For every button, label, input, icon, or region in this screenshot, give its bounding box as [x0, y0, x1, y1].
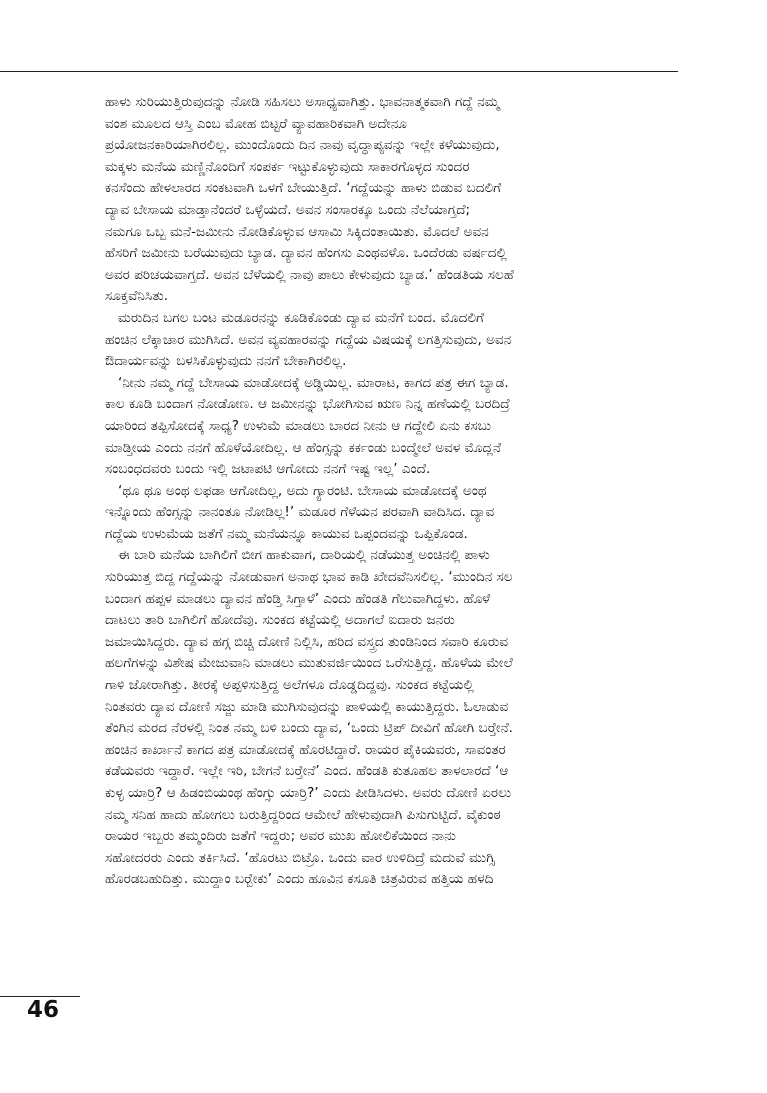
text-line: ವಂಶ ಮೂಲದ ಆಸ್ತಿ ಎಂಬ ಮೋಹ ಬಿಟ್ಟರೆ ವ್ಯಾವಹಾರಿಕವಾಗಿ ಅದೇನೂ	[105, 115, 407, 132]
text-line: ರಾಯರ ಇಬ್ಬರು ತಮ್ಮಂದಿರು ಜತೆಗೆ ಇದ್ದರು; ಅವರ ಮುಖ ಹೋಲಿಕೆಯಿಂದ ನಾನು	[105, 828, 456, 845]
text-line: ಕುಳ್ಳ ಯಾರ್‍ರಿ? ಆ ಹಿಡಂಬಿಯಂಥ ಹೆಂಗ್ಸು ಯಾರ್‍ರಿ?’ ಎಂದು ಪೀಡಿಸಿದಳು. ಅವರು ದೋಣಿ ಏರಲು	[105, 785, 512, 801]
text-line: ನಮಗೂ ಒಬ್ಬ ಮನೆ-ಜಮೀನು ನೋಡಿಕೊಳ್ಳುವ ಆಸಾಮಿ ಸಿಕ್ಕಿದಂತಾಯಿತು. ಮೊದಲೆ ಅವನ	[105, 223, 489, 240]
text-line: ಮರುದಿನ ಬಗಲ ಬಂಟ ಮಡೂರನನ್ನು ಕೂಡಿಕೊಂಡು ದ್ಯಾವ ಮನೆಗೆ ಬಂದ. ಮೊದಲಿಗೆ	[118, 309, 484, 326]
text-line: ಹೆಸರಿಗೆ ಜಮೀನು ಬರೆಯುವುದು ಬ್ಯಾಡ. ದ್ಯಾವನ ಹೆಂಗಸು ಎಂಥವಳೊ. ಒಂದೆರಡು ವರ್ಷದಲ್ಲಿ	[105, 245, 507, 262]
text-line: ಬಂದಾಗ ಹಪ್ಪಳ ಮಾಡಲು ದ್ಯಾವನ ಹೆಂಡ್ತಿ ಸಿಗ್ತಾಳೆ’ ಎಂದು ಹೆಂಡತಿ ಗೆಲುವಾಗಿದ್ದಳು. ಹೊಳೆ	[105, 590, 491, 607]
text-line: ‘ಥೂ ಥೂ ಅಂಥ ಲಫಡಾ ಆಗೋದಿಲ್ಲ, ಅದು ಗ್ಯಾರಂಟಿ. ಬೇಸಾಯ ಮಾಡೋದಕ್ಕೆ ಅಂಥ	[118, 482, 487, 499]
text-line: ಪ್ರಯೋಜನಕಾರಿಯಾಗಿರಲಿಲ್ಲ. ಮುಂದೊಂದು ದಿನ ನಾವು ವೃದ್ಧಾಪ್ಯವನ್ನು ಇಲ್ಲೇ ಕಳೆಯುವುದು,	[105, 137, 500, 154]
text-line: ನಿಂತವರು ದ್ಯಾವ ದೋಣಿ ಸಜ್ಜು ಮಾಡಿ ಮುಗಿಸುವುದನ್ನು ಪಾಳಿಯಲ್ಲಿ ಕಾಯುತ್ತಿದ್ದರು. ಓಲಾಡುವ	[105, 698, 509, 715]
text-line: ಅವರ ಪರಿಚಯವಾಗ್ತದೆ. ಅವನ ಬೆಳೆಯಲ್ಲಿ ನಾವು ಪಾಲು ಕೇಳುವುದು ಬ್ಯಾಡ.’ ಹೆಂಡತಿಯ ಸಲಹೆ	[105, 266, 514, 283]
body-text	[105, 92, 673, 891]
text-line: ಕಾಲ ಕೂಡಿ ಬಂದಾಗ ನೋಡೋಣ. ಆ ಜಮೀನನ್ನು ಭೋಗಿಸುವ ಋಣ ನಿನ್ನ ಹಣೆಯಲ್ಲಿ ಬರದಿದ್ರೆ	[105, 396, 511, 413]
text-line: ‘ನೀನು ನಮ್ಮ ಗದ್ದೆ ಬೇಸಾಯ ಮಾಡೋದಕ್ಕೆ ಅಡ್ಡಿಯಿಲ್ಲ. ಮಾರಾಟ, ಕಾಗದ ಪತ್ರ ಈಗ ಬ್ಯಾಡ.	[118, 374, 509, 391]
text-line: ಮಾಡ್ತೀಯ ಎಂದು ನನಗೆ ಹೊಳೆಯೋದಿಲ್ಲ. ಆ ಹೆಂಗ್ಸನ್ನು ಕರ್ಕಂಡು ಬಂದ್ಮೇಲೆ ಅವಳ ಮೊದ್ಲನೆ	[105, 439, 502, 456]
text-line: ಸೂಕ್ತವೆನಿಸಿತು.	[105, 288, 169, 305]
page-number: 46	[27, 997, 60, 1023]
top-rule	[0, 71, 678, 72]
text-line: ದಾಟಲು ತಾರಿ ಬಾಗಿಲಿಗೆ ಹೋದೆವು. ಸುಂಕದ ಕಟ್ಟೆಯಲ್ಲಿ ಅದಾಗಲೆ ಐದಾರು ಜನರು	[105, 612, 455, 629]
text-line: ಯಾರಿಂದ ತಪ್ಪಿಸೋದಕ್ಕೆ ಸಾಧ್ಯ? ಉಳುಮೆ ಮಾಡಲು ಬಾರದ ನೀನು ಆ ಗದ್ದೇಲಿ ಏನು ಕಸಬು	[105, 417, 492, 434]
text-line: ನಮ್ಮ ಸನಿಹ ಹಾದು ಹೋಗಲು ಬರುತ್ತಿದ್ದರಿಂದ ಆಮೇಲೆ ಹೇಳುವುದಾಗಿ ಪಿಸುಗುಟ್ಟಿದೆ. ವೈಕುಂಠ	[105, 806, 501, 823]
text-line: ಹಂಚಿನ ಲೆಕ್ಕಾಚಾರ ಮುಗಿಸಿದೆ. ಅವನ ವ್ಯವಹಾರವನ್ನು ಗದ್ದೆಯ ವಿಷಯಕ್ಕೆ ಲಗತ್ತಿಸುವುದು, ಅವನ	[105, 331, 512, 348]
text-line: ತೆಂಗಿನ ಮರದ ನೆರಳಲ್ಲಿ ನಿಂತ ನಮ್ಮ ಬಳಿ ಬಂದು ದ್ಯಾವ, ‘ಒಂದು ಟ್ರಿಪ್ ದೀವಿಗೆ ಹೋಗಿ ಬರ್‍ತೇನೆ.	[105, 720, 513, 737]
text-line: ಹಂಚಿನ ಕಾರ್ಖಾನೆ ಕಾಗದ ಪತ್ರ ಮಾಡೋದಕ್ಕೆ ಹೊರಟಿದ್ದಾರೆ. ರಾಯರ ಪೈಕಿಯವರು, ಸಾವಂತರ	[105, 741, 506, 758]
text-line: ಕನಸೆಂದು ಹೇಳಲಾರದ ಸಂಕಟವಾಗಿ ಒಳಗೆ ಬೇಯುತ್ತಿದೆ. ‘ಗದ್ದೆಯನ್ನು ಹಾಳು ಬಿಡುವ ಬದಲಿಗೆ	[105, 180, 502, 197]
text-line: ಇನ್ನೊಂದು ಹೆಂಗ್ಸನ್ನು ನಾನಂತೂ ನೋಡಿಲ್ಲ!’ ಮಡೂರ ಗೆಳೆಯನ ಪರವಾಗಿ ವಾದಿಸಿದ. ದ್ಯಾವ	[105, 504, 495, 521]
text-line: ದ್ಯಾವ ಬೇಸಾಯ ಮಾಡ್ತಾನೆಂದರೆ ಒಳ್ಳೆಯದೆ. ಅವನ ಸಂಸಾರಕ್ಕೂ ಒಂದು ನೆಲೆಯಾಗ್ತದೆ;	[105, 201, 471, 218]
text-line: ಹಲಗೆಗಳನ್ನು ವಿಶೇಷ ಮೇಜುವಾನಿ ಮಾಡಲು ಮುತುವರ್ಜಿಯಿಂದ ಒರೆಸುತ್ತಿದ್ದ. ಹೊಳೆಯ ಮೇಲೆ	[105, 655, 513, 672]
text-line: ಹಾಳು ಸುರಿಯುತ್ತಿರುವುದನ್ನು ನೋಡಿ ಸಹಿಸಲು ಅಸಾಧ್ಯವಾಗಿತ್ತು. ಭಾವನಾತ್ಮಕವಾಗಿ ಗದ್ದೆ ನಮ್ಮ	[105, 94, 500, 110]
text-line: ಮಕ್ಕಳು ಮನೆಯ ಮಣ್ಣಿನೊಂದಿಗೆ ಸಂಪರ್ಕ ಇಟ್ಟುಕೊಳ್ಳುವುದು ಸಾಕಾರಗೊಳ್ಳದ ಸುಂದರ	[105, 158, 470, 175]
text-line: ಗದ್ದೆಯ ಉಳುಮೆಯ ಜತೆಗೆ ನಮ್ಮ ಮನೆಯನ್ನೂ ಕಾಯುವ ಒಪ್ಪಂದವನ್ನು ಒಪ್ಪಿಕೊಂಡ.	[105, 525, 468, 542]
text-line: ಕಡೆಯವರು ಇದ್ದಾರೆ. ಇಲ್ಲೇ ಇರಿ, ಬೇಗನೆ ಬರ್‍ತೇನೆ’ ಎಂದ. ಹೆಂಡತಿ ಕುತೂಹಲ ತಾಳಲಾರದೆ ‘ಆ	[105, 763, 509, 780]
text-line: ಜಮಾಯಿಸಿದ್ದರು. ದ್ಯಾವ ಹಗ್ಗ ಬಿಚ್ಚಿ ದೋಣಿ ನಿಲ್ಲಿಸಿ, ಹರಿದ ವಸ್ತ್ರದ ತುಂಡಿನಿಂದ ಸವಾರಿ ಕೂರುವ	[105, 633, 509, 650]
text-line: ಔದಾರ್ಯವನ್ನು ಬಳಸಿಕೊಳ್ಳುವುದು ನನಗೆ ಬೇಕಾಗಿರಲಿಲ್ಲ.	[105, 353, 347, 370]
text-line: ಹೊರಡಬಹುದಿತ್ತು. ಮುದ್ದಾಂ ಬರ್‍ಬೇಕು’ ಎಂದು ಹೂವಿನ ಕಸೂತಿ ಚಿತ್ರವಿರುವ ಹತ್ತಿಯ ಹಳದಿ	[105, 871, 494, 888]
text-line: ಗಾಳಿ ಜೋರಾಗಿತ್ತು. ತೀರಕ್ಕೆ ಅಪ್ಪಳಿಸುತ್ತಿದ್ದ ಅಲೆಗಳೂ ದೊಡ್ಡದಿದ್ದವು. ಸುಂಕದ ಕಟ್ಟೆಯಲ್ಲಿ	[105, 677, 474, 694]
text-line: ಸುರಿಯುತ್ತ ಬಿದ್ದ ಗದ್ದೆಯನ್ನು ನೋಡುವಾಗ ಅನಾಥ ಭಾವ ಕಾಡಿ ಖೇದವೆನಿಸಲಿಲ್ಲ. ‘ಮುಂದಿನ ಸಲ	[105, 569, 513, 586]
text-line: ಸಹೋದರರು ಎಂದು ತರ್ಕಿಸಿದೆ. ‘ಹೊರಟು ಬಿಟ್ರೊ. ಒಂದು ವಾರ ಉಳಿದಿದ್ರೆ ಮದುವೆ ಮುಗ್ಸಿ	[105, 849, 495, 866]
text-line: ಈ ಬಾರಿ ಮನೆಯ ಬಾಗಿಲಿಗೆ ಬೀಗ ಹಾಕುವಾಗ, ದಾರಿಯಲ್ಲಿ ನಡೆಯುತ್ತ ಅಂಚಿನಲ್ಲಿ ಪಾಳು	[118, 547, 490, 564]
text-line: ಸಂಬಂಧದವರು ಬಂದು ಇಲ್ಲಿ ಜಟಾಪಟಿ ಆಗೋದು ನನಗೆ ಇಷ್ಟ ಇಲ್ಲ’ ಎಂದೆ.	[105, 461, 431, 478]
